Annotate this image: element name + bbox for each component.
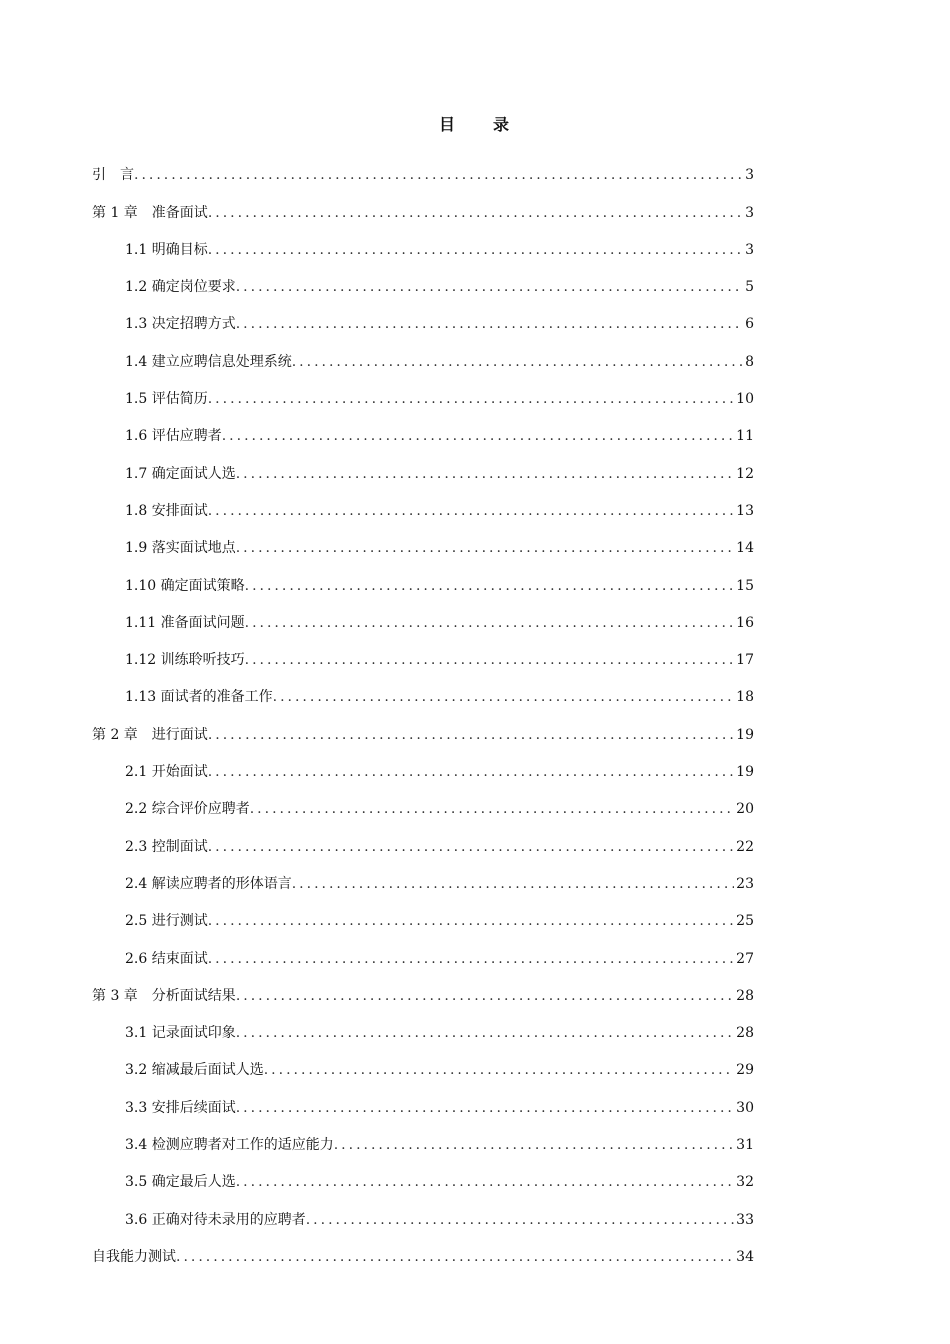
page-title: 目 录 xyxy=(438,115,511,134)
toc-entry[interactable] xyxy=(92,707,754,744)
toc-list xyxy=(92,148,754,1267)
toc-entry-label: 1.1 明确目标 xyxy=(125,241,208,258)
toc-entry-label: 2.1 开始面试 xyxy=(125,764,208,781)
toc-entry[interactable] xyxy=(92,1043,754,1080)
dot-leader xyxy=(236,538,734,558)
toc-entry-page-number: 14 xyxy=(736,540,754,557)
toc-entry-label: 1.7 确定面试人选 xyxy=(125,465,236,482)
dot-leader xyxy=(208,911,734,931)
toc-entry-page-number: 8 xyxy=(745,353,754,370)
dot-leader xyxy=(273,687,735,707)
toc-entry[interactable] xyxy=(92,484,754,521)
toc-entry-page-number: 29 xyxy=(736,1062,754,1079)
toc-entry-label: 3.5 确定最后人选 xyxy=(125,1174,236,1191)
toc-entry-page-number: 6 xyxy=(745,316,754,333)
toc-entry[interactable] xyxy=(92,1155,754,1192)
toc-entry[interactable] xyxy=(92,1118,754,1155)
toc-entry-label: 1.11 准备面试问题 xyxy=(125,614,245,631)
toc-entry-label: 2.4 解读应聘者的形体语言 xyxy=(125,875,292,892)
toc-entry-page-number: 3 xyxy=(745,241,754,258)
dot-leader xyxy=(250,799,734,819)
toc-entry[interactable] xyxy=(92,185,754,222)
toc-entry-page-number: 5 xyxy=(745,279,754,296)
dot-leader xyxy=(222,426,734,446)
dot-leader xyxy=(236,1023,734,1043)
toc-entry-label: 1.2 确定岗位要求 xyxy=(125,279,236,296)
dot-leader xyxy=(334,1135,734,1155)
toc-entry-label: 自我能力测试 xyxy=(92,1248,176,1265)
dot-leader xyxy=(245,650,735,670)
toc-entry-page-number: 27 xyxy=(736,950,754,967)
toc-entry[interactable] xyxy=(92,297,754,334)
toc-entry-label: 1.10 确定面试策略 xyxy=(125,577,245,594)
toc-entry-page-number: 19 xyxy=(736,726,754,743)
toc-entry[interactable] xyxy=(92,521,754,558)
toc-entry[interactable] xyxy=(92,782,754,819)
toc-entry-label: 1.12 训练聆听技巧 xyxy=(125,652,245,669)
dot-leader xyxy=(236,1098,734,1118)
dot-leader xyxy=(236,314,743,334)
toc-entry[interactable] xyxy=(92,931,754,968)
toc-entry[interactable] xyxy=(92,148,754,185)
toc-entry[interactable] xyxy=(92,857,754,894)
toc-entry-label: 第 1 章 准备面试 xyxy=(92,204,208,221)
toc-entry-label: 2.2 综合评价应聘者 xyxy=(125,801,250,818)
toc-entry-page-number: 32 xyxy=(736,1174,754,1191)
dot-leader xyxy=(134,165,743,185)
toc-entry-page-number: 18 xyxy=(736,689,754,706)
toc-entry-page-number: 16 xyxy=(736,614,754,631)
toc-entry[interactable] xyxy=(92,260,754,297)
dot-leader xyxy=(208,762,734,782)
toc-entry-page-number: 25 xyxy=(736,913,754,930)
toc-entry[interactable] xyxy=(92,894,754,931)
toc-entry-page-number: 3 xyxy=(745,167,754,184)
dot-leader xyxy=(208,203,743,223)
dot-leader xyxy=(236,277,743,297)
toc-entry-page-number: 3 xyxy=(745,204,754,221)
toc-entry-page-number: 15 xyxy=(736,577,754,594)
toc-entry-label: 1.8 安排面试 xyxy=(125,502,208,519)
dot-leader xyxy=(306,1210,734,1230)
toc-entry-label: 3.6 正确对待未录用的应聘者 xyxy=(125,1211,306,1228)
dot-leader xyxy=(245,613,735,633)
toc-entry[interactable] xyxy=(92,1006,754,1043)
toc-entry-page-number: 28 xyxy=(736,987,754,1004)
toc-entry-label: 1.4 建立应聘信息处理系统 xyxy=(125,353,292,370)
toc-entry-label: 引 言 xyxy=(92,167,134,184)
toc-entry-page-number: 22 xyxy=(736,838,754,855)
dot-leader xyxy=(208,837,734,857)
toc-entry-page-number: 20 xyxy=(736,801,754,818)
toc-entry[interactable] xyxy=(92,819,754,856)
toc-entry-page-number: 13 xyxy=(736,502,754,519)
toc-entry-page-number: 19 xyxy=(736,764,754,781)
dot-leader xyxy=(245,576,735,596)
toc-entry-label: 3.4 检测应聘者对工作的适应能力 xyxy=(125,1137,334,1154)
toc-entry-label: 3.2 缩减最后面试人选 xyxy=(125,1062,264,1079)
dot-leader xyxy=(292,352,743,372)
toc-entry-label: 1.6 评估应聘者 xyxy=(125,428,222,445)
toc-entry-page-number: 34 xyxy=(736,1248,754,1265)
dot-leader xyxy=(292,874,734,894)
dot-leader xyxy=(208,949,734,969)
toc-entry-label: 1.5 评估简历 xyxy=(125,391,208,408)
toc-entry-label: 1.3 决定招聘方式 xyxy=(125,316,236,333)
toc-entry[interactable] xyxy=(92,596,754,633)
dot-leader xyxy=(236,986,734,1006)
toc-entry-label: 2.6 结束面试 xyxy=(125,950,208,967)
toc-entry-page-number: 17 xyxy=(736,652,754,669)
toc-entry-page-number: 31 xyxy=(736,1137,754,1154)
toc-entry-page-number: 28 xyxy=(736,1025,754,1042)
toc-entry-page-number: 23 xyxy=(736,875,754,892)
dot-leader xyxy=(208,240,743,260)
toc-entry-page-number: 12 xyxy=(736,465,754,482)
toc-entry-label: 3.3 安排后续面试 xyxy=(125,1099,236,1116)
toc-entry-label: 3.1 记录面试印象 xyxy=(125,1025,236,1042)
dot-leader xyxy=(264,1060,734,1080)
dot-leader xyxy=(236,1172,734,1192)
toc-entry[interactable] xyxy=(92,969,754,1006)
toc-entry[interactable] xyxy=(92,745,754,782)
dot-leader xyxy=(208,501,734,521)
toc-entry-label: 2.3 控制面试 xyxy=(125,838,208,855)
dot-leader xyxy=(236,464,734,484)
toc-entry-label: 2.5 进行测试 xyxy=(125,913,208,930)
dot-leader xyxy=(208,389,734,409)
toc-entry-page-number: 10 xyxy=(736,391,754,408)
toc-entry-page-number: 11 xyxy=(736,428,754,445)
toc-entry[interactable] xyxy=(92,1080,754,1117)
toc-entry-label: 第 3 章 分析面试结果 xyxy=(92,987,236,1004)
toc-entry[interactable] xyxy=(92,334,754,371)
toc-entry-page-number: 30 xyxy=(736,1099,754,1116)
toc-entry[interactable] xyxy=(92,1230,754,1267)
dot-leader xyxy=(176,1247,734,1267)
toc-entry[interactable] xyxy=(92,633,754,670)
toc-entry-page-number: 33 xyxy=(736,1211,754,1228)
toc-entry[interactable] xyxy=(92,223,754,260)
toc-entry[interactable] xyxy=(92,670,754,707)
toc-entry[interactable] xyxy=(92,409,754,446)
toc-entry[interactable] xyxy=(92,372,754,409)
toc-entry-label: 1.13 面试者的准备工作 xyxy=(125,689,273,706)
toc-entry-label: 第 2 章 进行面试 xyxy=(92,726,208,743)
toc-entry[interactable] xyxy=(92,1192,754,1229)
dot-leader xyxy=(208,725,734,745)
toc-entry[interactable] xyxy=(92,558,754,595)
toc-entry-label: 1.9 落实面试地点 xyxy=(125,540,236,557)
toc-entry[interactable] xyxy=(92,446,754,483)
